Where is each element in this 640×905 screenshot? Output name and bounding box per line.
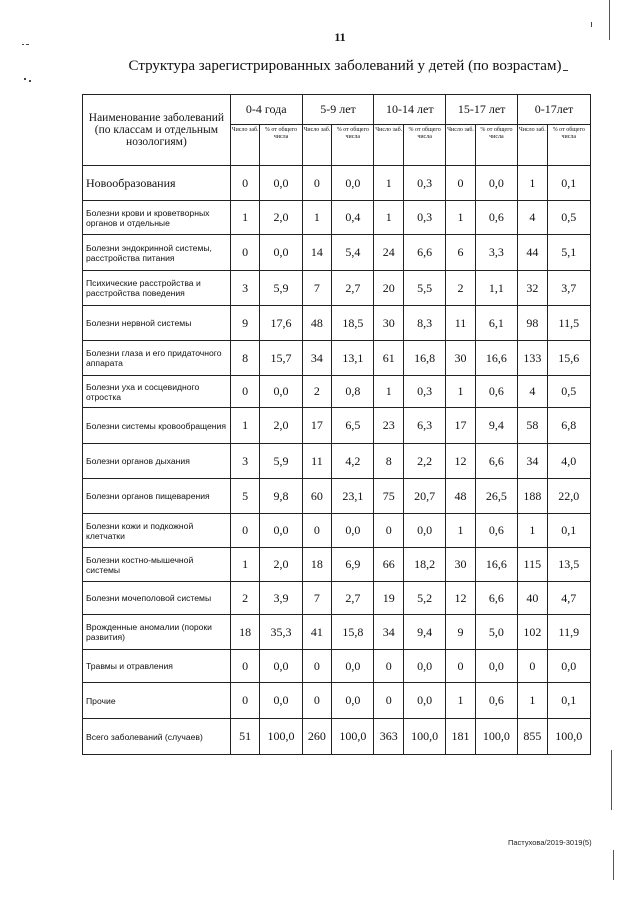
- percent-cell: 5,9: [260, 271, 302, 306]
- percent-cell: 0,0: [475, 166, 517, 201]
- percent-cell: 0,0: [260, 683, 302, 719]
- age-header: 0-4 года: [230, 95, 302, 125]
- percent-cell: 6,1: [475, 306, 517, 341]
- disease-name-cell: Болезни крови и кроветворных органов и отдельные: [83, 201, 231, 235]
- percent-cell: 13,5: [547, 548, 590, 582]
- table-row: [83, 719, 591, 755]
- percent-cell: 4,2: [332, 444, 374, 479]
- age-header: 15-17 лет: [446, 95, 518, 125]
- count-cell: 0: [230, 376, 260, 408]
- count-cell: 32: [518, 271, 548, 306]
- count-subheader: Число заб.: [302, 125, 332, 166]
- table-row: [83, 514, 591, 548]
- count-cell: 1: [446, 201, 476, 235]
- count-cell: 40: [518, 582, 548, 615]
- count-cell: 18: [302, 548, 332, 582]
- count-cell: 11: [446, 306, 476, 341]
- disease-name-header: Наименование заболеваний (по классам и отдельным нозологиям): [83, 95, 231, 166]
- percent-cell: 5,4: [332, 235, 374, 271]
- disease-name-cell: Новообразования: [83, 166, 231, 201]
- percent-cell: 2,0: [260, 548, 302, 582]
- count-cell: 1: [302, 201, 332, 235]
- count-cell: 0: [446, 650, 476, 683]
- disease-name-cell: Всего заболеваний (случаев): [83, 719, 231, 755]
- percent-cell: 0,0: [260, 235, 302, 271]
- table-row: [83, 341, 591, 376]
- disease-name-cell: Болезни костно-мышечной системы: [83, 548, 231, 582]
- count-cell: 30: [446, 341, 476, 376]
- count-cell: 98: [518, 306, 548, 341]
- count-cell: 0: [374, 514, 404, 548]
- table-row: [83, 306, 591, 341]
- count-cell: 4: [518, 376, 548, 408]
- count-cell: 1: [374, 201, 404, 235]
- percent-cell: 0,3: [404, 376, 446, 408]
- count-cell: 66: [374, 548, 404, 582]
- percent-cell: 100,0: [475, 719, 517, 755]
- percent-subheader: % от общего числа: [260, 125, 302, 166]
- count-subheader: Число заб.: [518, 125, 548, 166]
- percent-cell: 5,9: [260, 444, 302, 479]
- percent-cell: 15,6: [547, 341, 590, 376]
- table-row: [83, 376, 591, 408]
- percent-cell: 5,5: [404, 271, 446, 306]
- percent-cell: 15,8: [332, 615, 374, 650]
- count-cell: 11: [302, 444, 332, 479]
- percent-cell: 35,3: [260, 615, 302, 650]
- percent-cell: 0,1: [547, 683, 590, 719]
- percent-cell: 17,6: [260, 306, 302, 341]
- count-cell: 17: [446, 408, 476, 444]
- percent-cell: 26,5: [475, 479, 517, 514]
- count-cell: 8: [374, 444, 404, 479]
- count-cell: 0: [446, 166, 476, 201]
- table-row: [83, 201, 591, 235]
- count-cell: 855: [518, 719, 548, 755]
- count-cell: 3: [230, 271, 260, 306]
- count-cell: 9: [446, 615, 476, 650]
- percent-cell: 4,7: [547, 582, 590, 615]
- scan-mark: [26, 44, 29, 45]
- percent-cell: 18,5: [332, 306, 374, 341]
- age-header: 5-9 лет: [302, 95, 374, 125]
- count-cell: 2: [230, 582, 260, 615]
- table-row: [83, 615, 591, 650]
- count-subheader: Число заб.: [374, 125, 404, 166]
- count-cell: 3: [230, 444, 260, 479]
- percent-cell: 0,0: [404, 650, 446, 683]
- percent-cell: 100,0: [332, 719, 374, 755]
- percent-cell: 16,6: [475, 341, 517, 376]
- percent-cell: 0,0: [260, 650, 302, 683]
- count-cell: 1: [374, 166, 404, 201]
- count-cell: 34: [302, 341, 332, 376]
- count-cell: 0: [302, 650, 332, 683]
- count-cell: 0: [230, 514, 260, 548]
- percent-cell: 100,0: [547, 719, 590, 755]
- count-cell: 0: [230, 166, 260, 201]
- percent-cell: 0,6: [475, 683, 517, 719]
- count-subheader: Число заб.: [230, 125, 260, 166]
- percent-cell: 16,8: [404, 341, 446, 376]
- count-cell: 1: [230, 548, 260, 582]
- count-cell: 1: [446, 514, 476, 548]
- count-cell: 1: [446, 376, 476, 408]
- scan-margin-line: [611, 750, 612, 810]
- count-cell: 0: [374, 650, 404, 683]
- table-row: [83, 479, 591, 514]
- header-row-ages: [83, 95, 591, 125]
- table-row: [83, 408, 591, 444]
- percent-cell: 100,0: [260, 719, 302, 755]
- count-cell: 17: [302, 408, 332, 444]
- scan-mark: [22, 44, 24, 45]
- count-cell: 41: [302, 615, 332, 650]
- percent-cell: 13,1: [332, 341, 374, 376]
- disease-name-cell: Психические расстройства и расстройства поведения: [83, 271, 231, 306]
- count-cell: 9: [230, 306, 260, 341]
- disease-name-cell: Болезни эндокринной системы, расстройства питания: [83, 235, 231, 271]
- count-cell: 12: [446, 582, 476, 615]
- disease-name-cell: Болезни нервной системы: [83, 306, 231, 341]
- percent-cell: 2,0: [260, 201, 302, 235]
- percent-cell: 0,4: [332, 201, 374, 235]
- percent-cell: 5,2: [404, 582, 446, 615]
- percent-cell: 0,0: [260, 166, 302, 201]
- count-subheader: Число заб.: [446, 125, 476, 166]
- disease-name-cell: Травмы и отравления: [83, 650, 231, 683]
- count-cell: 12: [446, 444, 476, 479]
- percent-cell: 100,0: [404, 719, 446, 755]
- count-cell: 34: [518, 444, 548, 479]
- title-mark: [563, 70, 568, 71]
- percent-cell: 0,5: [547, 376, 590, 408]
- count-cell: 188: [518, 479, 548, 514]
- percent-subheader: % от общего числа: [547, 125, 590, 166]
- scan-mark: [24, 78, 26, 80]
- percent-cell: 6,5: [332, 408, 374, 444]
- count-cell: 133: [518, 341, 548, 376]
- percent-cell: 0,5: [547, 201, 590, 235]
- percent-cell: 15,7: [260, 341, 302, 376]
- disease-name-cell: Болезни кожи и подкожной клетчатки: [83, 514, 231, 548]
- disease-name-cell: Врожденные аномалии (пороки развития): [83, 615, 231, 650]
- count-cell: 44: [518, 235, 548, 271]
- count-cell: 19: [374, 582, 404, 615]
- percent-cell: 0,3: [404, 201, 446, 235]
- count-cell: 5: [230, 479, 260, 514]
- count-cell: 75: [374, 479, 404, 514]
- count-cell: 2: [302, 376, 332, 408]
- table-row: [83, 650, 591, 683]
- percent-cell: 0,0: [547, 650, 590, 683]
- count-cell: 1: [230, 408, 260, 444]
- age-header: 0-17лет: [518, 95, 591, 125]
- percent-subheader: % от общего числа: [332, 125, 374, 166]
- disease-name-cell: Болезни уха и сосцевидного отростка: [83, 376, 231, 408]
- age-header: 10-14 лет: [374, 95, 446, 125]
- count-cell: 0: [518, 650, 548, 683]
- count-cell: 2: [446, 271, 476, 306]
- percent-cell: 0,3: [404, 166, 446, 201]
- percent-cell: 0,0: [332, 166, 374, 201]
- percent-cell: 6,6: [475, 444, 517, 479]
- percent-subheader: % от общего числа: [404, 125, 446, 166]
- percent-cell: 0,0: [332, 514, 374, 548]
- percent-cell: 0,1: [547, 166, 590, 201]
- percent-cell: 1,1: [475, 271, 517, 306]
- table-body: [83, 166, 591, 755]
- page-title: Структура зарегистрированных заболеваний у детей (по возрастам): [128, 58, 562, 74]
- percent-cell: 4,0: [547, 444, 590, 479]
- scan-mark: [591, 22, 592, 27]
- count-cell: 0: [230, 683, 260, 719]
- table-row: [83, 444, 591, 479]
- percent-cell: 0,8: [332, 376, 374, 408]
- count-cell: 260: [302, 719, 332, 755]
- percent-cell: 0,1: [547, 514, 590, 548]
- percent-cell: 6,6: [475, 582, 517, 615]
- count-cell: 181: [446, 719, 476, 755]
- percent-cell: 9,4: [404, 615, 446, 650]
- percent-cell: 6,3: [404, 408, 446, 444]
- count-cell: 60: [302, 479, 332, 514]
- count-cell: 6: [446, 235, 476, 271]
- count-cell: 1: [518, 683, 548, 719]
- count-cell: 23: [374, 408, 404, 444]
- count-cell: 61: [374, 341, 404, 376]
- table-header: [83, 95, 591, 166]
- count-cell: 102: [518, 615, 548, 650]
- percent-cell: 0,0: [404, 514, 446, 548]
- table-row: [83, 271, 591, 306]
- percent-subheader: % от общего числа: [475, 125, 517, 166]
- percent-cell: 20,7: [404, 479, 446, 514]
- percent-cell: 2,2: [404, 444, 446, 479]
- percent-cell: 6,8: [547, 408, 590, 444]
- percent-cell: 3,7: [547, 271, 590, 306]
- count-cell: 24: [374, 235, 404, 271]
- morbidity-table: [82, 94, 591, 755]
- count-cell: 18: [230, 615, 260, 650]
- percent-cell: 0,0: [332, 683, 374, 719]
- disease-name-cell: Болезни мочеполовой системы: [83, 582, 231, 615]
- count-cell: 0: [374, 683, 404, 719]
- percent-cell: 16,6: [475, 548, 517, 582]
- percent-cell: 2,0: [260, 408, 302, 444]
- percent-cell: 3,3: [475, 235, 517, 271]
- scan-margin-line: [613, 850, 614, 880]
- percent-cell: 0,0: [332, 650, 374, 683]
- percent-cell: 6,9: [332, 548, 374, 582]
- disease-name-cell: Болезни системы кровообращения: [83, 408, 231, 444]
- count-cell: 48: [446, 479, 476, 514]
- table-row: [83, 582, 591, 615]
- count-cell: 115: [518, 548, 548, 582]
- scan-margin-line: [609, 0, 610, 40]
- table-row: [83, 683, 591, 719]
- count-cell: 51: [230, 719, 260, 755]
- table-row: [83, 166, 591, 201]
- percent-cell: 18,2: [404, 548, 446, 582]
- percent-cell: 0,0: [260, 376, 302, 408]
- disease-name-cell: Прочие: [83, 683, 231, 719]
- count-cell: 363: [374, 719, 404, 755]
- count-cell: 0: [302, 166, 332, 201]
- percent-cell: 23,1: [332, 479, 374, 514]
- count-cell: 0: [302, 683, 332, 719]
- percent-cell: 2,7: [332, 271, 374, 306]
- percent-cell: 0,6: [475, 514, 517, 548]
- count-cell: 20: [374, 271, 404, 306]
- percent-cell: 9,8: [260, 479, 302, 514]
- percent-cell: 11,5: [547, 306, 590, 341]
- percent-cell: 6,6: [404, 235, 446, 271]
- count-cell: 0: [302, 514, 332, 548]
- percent-cell: 5,0: [475, 615, 517, 650]
- count-cell: 30: [446, 548, 476, 582]
- disease-name-cell: Болезни органов дыхания: [83, 444, 231, 479]
- table-row: [83, 548, 591, 582]
- percent-cell: 2,7: [332, 582, 374, 615]
- percent-cell: 0,0: [475, 650, 517, 683]
- footer-document-code: Пастухова/2019-3019(5): [508, 838, 592, 847]
- count-cell: 14: [302, 235, 332, 271]
- count-cell: 1: [374, 376, 404, 408]
- page-number: 11: [334, 30, 346, 44]
- count-cell: 58: [518, 408, 548, 444]
- percent-cell: 22,0: [547, 479, 590, 514]
- count-cell: 34: [374, 615, 404, 650]
- percent-cell: 0,0: [404, 683, 446, 719]
- disease-name-cell: Болезни глаза и его придаточного аппарата: [83, 341, 231, 376]
- disease-name-cell: Болезни органов пищеварения: [83, 479, 231, 514]
- percent-cell: 9,4: [475, 408, 517, 444]
- percent-cell: 0,6: [475, 376, 517, 408]
- percent-cell: 8,3: [404, 306, 446, 341]
- count-cell: 1: [230, 201, 260, 235]
- percent-cell: 0,0: [260, 514, 302, 548]
- count-cell: 0: [230, 235, 260, 271]
- count-cell: 1: [446, 683, 476, 719]
- count-cell: 1: [518, 514, 548, 548]
- percent-cell: 0,6: [475, 201, 517, 235]
- count-cell: 0: [230, 650, 260, 683]
- percent-cell: 5,1: [547, 235, 590, 271]
- count-cell: 7: [302, 271, 332, 306]
- percent-cell: 11,9: [547, 615, 590, 650]
- count-cell: 4: [518, 201, 548, 235]
- count-cell: 7: [302, 582, 332, 615]
- scan-mark: [29, 80, 31, 82]
- count-cell: 48: [302, 306, 332, 341]
- count-cell: 30: [374, 306, 404, 341]
- table-row: [83, 235, 591, 271]
- percent-cell: 3,9: [260, 582, 302, 615]
- count-cell: 8: [230, 341, 260, 376]
- count-cell: 1: [518, 166, 548, 201]
